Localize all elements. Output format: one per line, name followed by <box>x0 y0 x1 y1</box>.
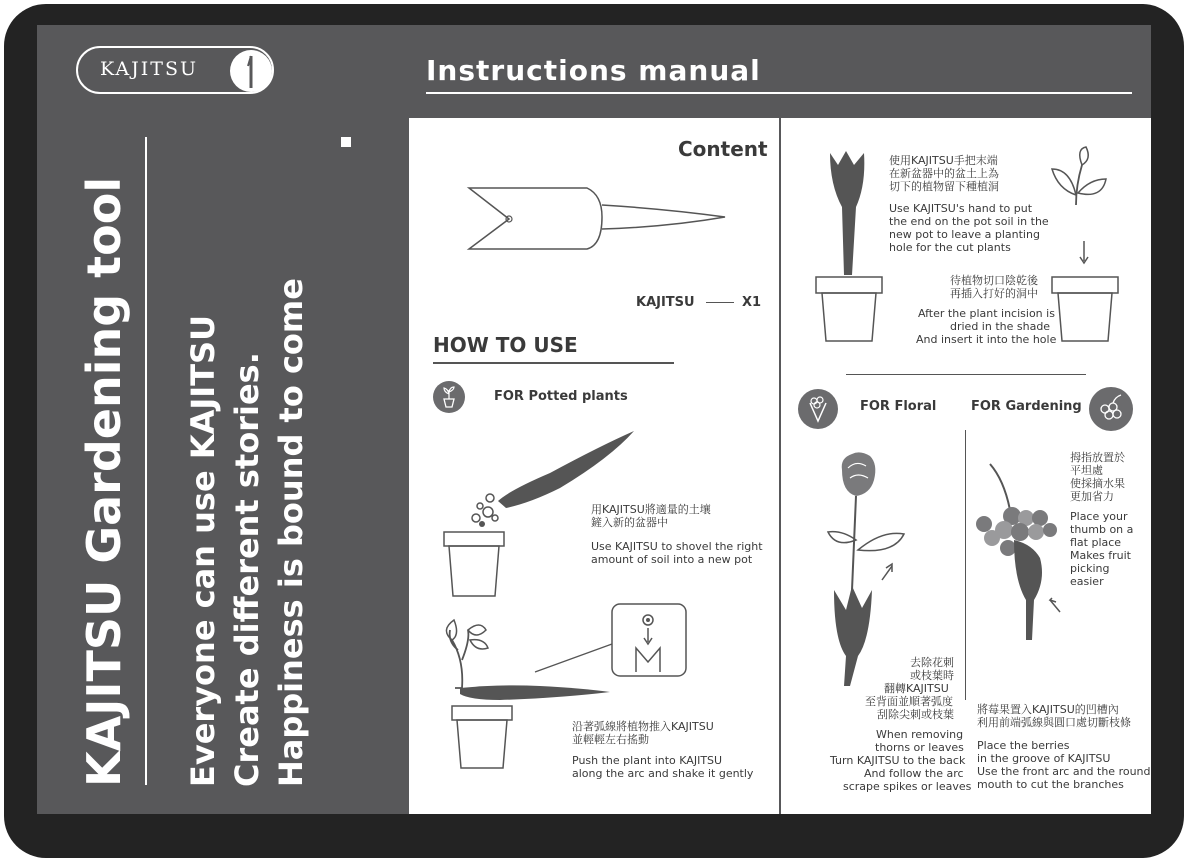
floral-zh-5: 刮除尖刺或枝葉 <box>877 708 954 721</box>
insert-en-1: After the plant incision is <box>918 307 1055 320</box>
square-marker <box>341 137 351 147</box>
floral-en-4: And follow the arc <box>864 767 964 780</box>
how-to-use-heading: HOW TO USE <box>433 333 578 357</box>
section-divider <box>846 374 1086 375</box>
manual-title: Instructions manual <box>426 54 761 87</box>
hole-en-4: hole for the cut plants <box>889 241 1011 254</box>
gardening-zh-3: 使採摘水果 <box>1070 477 1125 490</box>
gardening-label: FOR Gardening <box>971 399 1082 414</box>
side-title: KAJITSU Gardening tool <box>77 176 131 787</box>
content-dash <box>706 302 734 303</box>
shovel-zh-2: 鏟入新的盆器中 <box>591 516 668 529</box>
potted-label: FOR Potted plants <box>494 389 628 404</box>
floral-label: FOR Floral <box>860 399 937 414</box>
floral-zh-4: 至背面並順著弧度 <box>865 695 953 708</box>
floral-zh-3: 翻轉KAJITSU <box>884 682 949 695</box>
insert-en-2: dried in the shade <box>950 320 1051 333</box>
floral-en-3: Turn KAJITSU to the back <box>830 754 966 767</box>
push-en-1: Push the plant into KAJITSU <box>572 754 723 767</box>
cutting-plant-illustration <box>1046 145 1126 345</box>
floral-en-5: scrape spikes or leaves <box>843 780 972 793</box>
hole-zh-1: 使用KAJITSU手把末端 <box>889 154 998 167</box>
slogan-line-3: Happiness is bound to come <box>272 278 310 787</box>
hole-en-3: new pot to leave a planting <box>889 228 1040 241</box>
gardening-en-3: flat place <box>1070 536 1122 549</box>
push-plant-illustration <box>440 600 690 780</box>
how-to-use-underline <box>433 362 674 364</box>
insert-en-3: And insert it into the hole <box>916 333 1057 346</box>
floral-zh-2: 或枝葉時 <box>910 669 954 682</box>
shovel-zh-1: 用KAJITSU將適量的土壤 <box>591 503 711 516</box>
hole-pot-illustration <box>812 145 892 345</box>
logo-text: KAJITSU <box>100 58 198 80</box>
push-zh-1: 沿著弧線將植物推入KAJITSU <box>572 720 714 733</box>
content-qty: X1 <box>742 295 762 310</box>
gardening-en-4: Makes fruit <box>1070 549 1131 562</box>
hole-en-2: the end on the pot soil in the <box>889 215 1049 228</box>
insert-zh-1: 待植物切口陰乾後 <box>950 274 1038 287</box>
hole-zh-3: 切下的植物留下種植洞 <box>889 180 999 193</box>
shovel-en-2: amount of soil into a new pot <box>591 553 753 566</box>
floral-gardening-divider <box>965 430 966 700</box>
floral-en-2: thorns or leaves <box>875 741 964 754</box>
gardening-zh-4: 更加省力 <box>1070 490 1114 503</box>
berries-illustration <box>970 460 1070 680</box>
hole-en-1: Use KAJITSU's hand to put <box>889 202 1033 215</box>
potted-plant-icon <box>433 381 465 413</box>
title-underline <box>426 92 1132 94</box>
push-en-2: along the arc and shake it gently <box>572 767 754 780</box>
push-zh-2: 並輕輕左右搖動 <box>572 733 649 746</box>
floral-icon <box>798 389 838 429</box>
gardening-zh-7: 利用前端弧線與圓口處切斷枝條 <box>977 716 1131 729</box>
gardening-en-9: Use the front arc and the round <box>977 765 1151 778</box>
floral-en-1: When removing <box>876 728 964 741</box>
slogan-line-1: Everyone can use KAJITSU <box>184 314 222 787</box>
gardening-zh-1: 拇指放置於 <box>1070 451 1125 464</box>
gardening-en-10: mouth to cut the branches <box>977 778 1124 791</box>
hole-zh-2: 在新盆器中的盆土上為 <box>889 167 999 180</box>
gardening-zh-2: 平坦處 <box>1070 464 1103 477</box>
insert-zh-2: 再插入打好的洞中 <box>950 287 1038 300</box>
gardening-en-8: in the groove of KAJITSU <box>977 752 1111 765</box>
gardening-en-6: easier <box>1070 575 1104 588</box>
shovel-en-1: Use KAJITSU to shovel the right <box>591 540 763 553</box>
kajitsu-tool-outline-icon <box>467 185 727 255</box>
gardening-en-5: picking <box>1070 562 1110 575</box>
slogan-line-2: Create different stories. <box>228 352 266 787</box>
content-item: KAJITSU <box>636 295 695 310</box>
berries-icon <box>1089 387 1133 431</box>
gardening-zh-6: 將莓果置入KAJITSU的凹槽內 <box>977 703 1119 716</box>
gardening-en-1: Place your <box>1070 510 1128 523</box>
gardening-en-2: thumb on a <box>1070 523 1134 536</box>
logo-tool-icon <box>230 50 272 92</box>
content-heading: Content <box>678 137 768 161</box>
gardening-en-7: Place the berries <box>977 739 1070 752</box>
side-divider <box>145 137 147 785</box>
floral-zh-1: 去除花刺 <box>910 656 954 669</box>
